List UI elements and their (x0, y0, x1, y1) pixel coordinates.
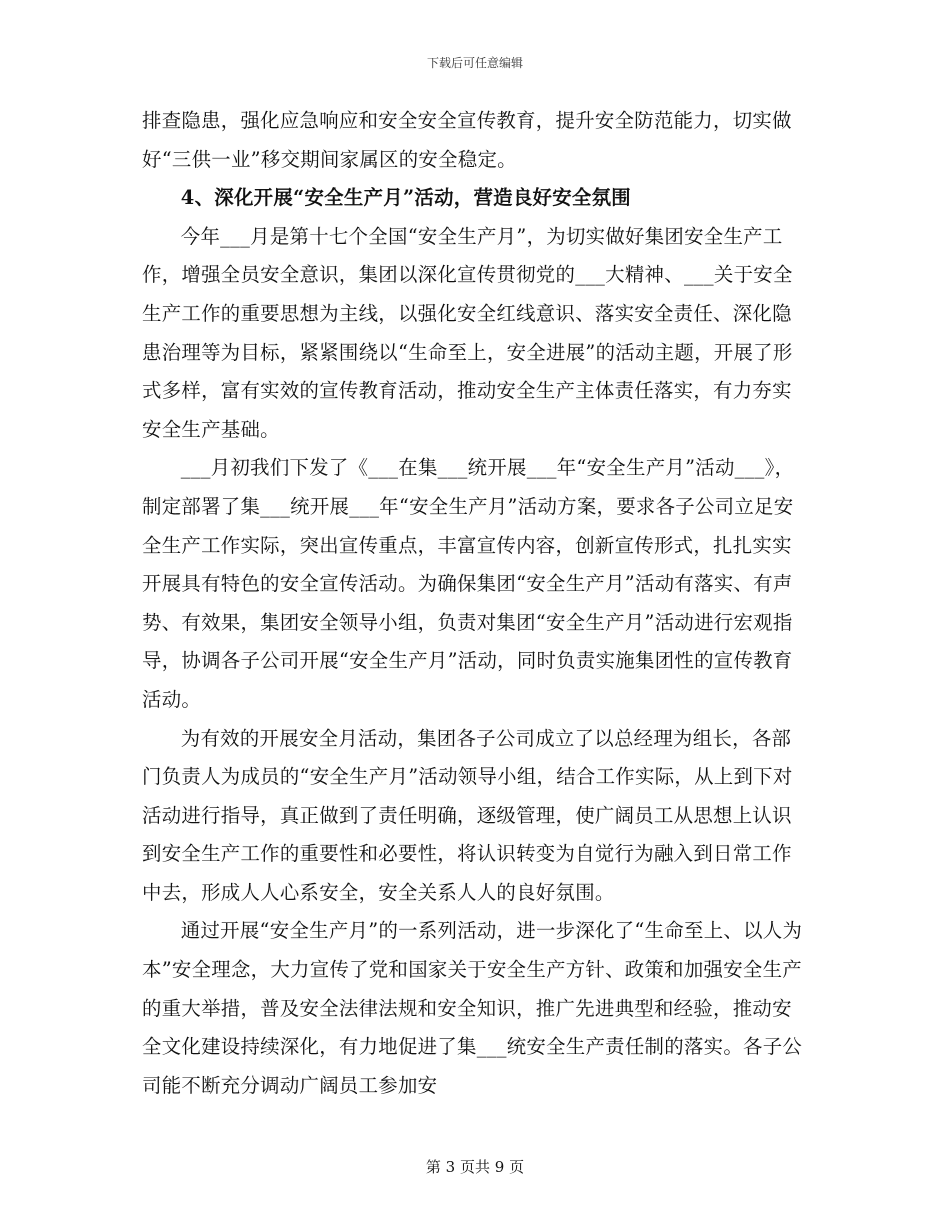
paragraph-2: 今年___月是第十七个全国“安全生产月”，为切实做好集团安全生产工作，增强全员安全意识，集团以深化宣传贯彻党的___大精神、___关于安全生产工作的重要思想为主线，以强化安全红线意识、落实安全责任、深化隐患治理等为目标，紧紧围绕以“生命至上，安全进展”的活动主题，开展了形式多样，富有实效的宣传教育活动，推动安全生产主体责任落实，有力夯实安全生产基础。 (142, 224, 793, 441)
page-header: 下载后可任意编辑 (426, 56, 523, 70)
page-number: 第 3 页共 9 页 (425, 1158, 525, 1176)
paragraph-1: 排查隐患，强化应急响应和安全安全宣传教育，提升安全防范能力，切实做好“三供一业”移交期间家属区的安全稳定。 (142, 109, 792, 171)
paragraph-5: 通过开展“安全生产月”的一系列活动，进一步深化了“生命至上、以人为本”安全理念，大力宣传了党和国家关于安全生产方针、政策和加强安全生产的重大举措，普及安全法律法规和安全知识，推广先进典型和经验，推动安全文化建设持续深化，有力地促进了集___统安全生产责任制的落实。各子公司能不断充分调动广阔员工参加安 (142, 919, 803, 1097)
paragraph-3: ___月初我们下发了《___在集___统开展___年“安全生产月”活动___》，制定部署了集___统开展___年“安全生产月”活动方案，要求各子公司立足安全生产工作实际，突出宣传重点，丰富宣传内容，创新宣传形式，扎扎实实开展具有特色的安全宣传活动。为确保集团“安全生产月”活动有落实、有声势、有效果，集团安全领导小组，负责对集团“安全生产月”活动进行宏观指导，协调各子公司开展“安全生产月”活动，同时负责实施集团性的宣传教育活动。 (142, 456, 795, 711)
document-body (142, 102, 806, 1105)
section-heading: 4、深化开展“安全生产月”活动，营造良好安全氛围 (180, 186, 631, 210)
paragraph-4: 为有效的开展安全月活动，集团各子公司成立了以总经理为组长，各部门负责人为成员的“安全生产月”活动领导小组，结合工作实际，从上到下对活动进行指导，真正做到了责任明确，逐级管理，使广阔员工从思想上认识到安全生产工作的重要性和必要性，将认识转变为自觉行为融入到日常工作中去，形成人人心系安全，安全关系人人的良好氛围。 (142, 726, 793, 904)
